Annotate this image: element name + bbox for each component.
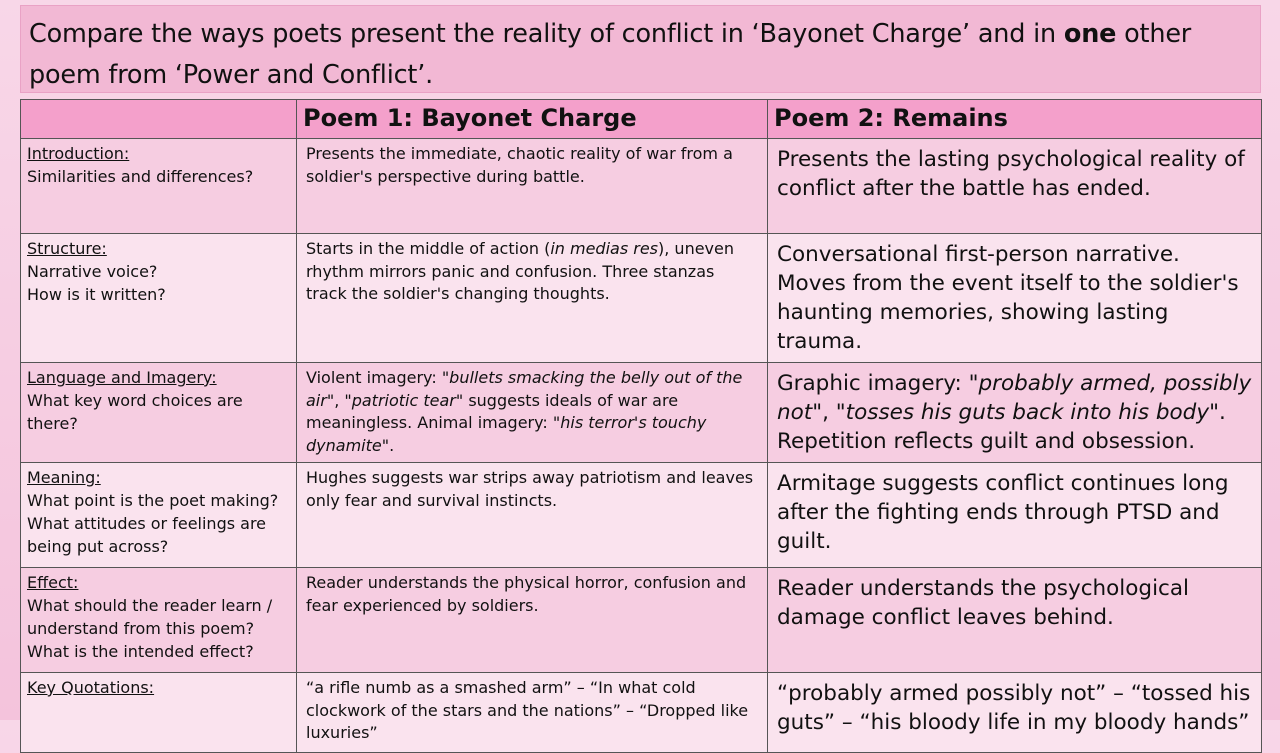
poem-2-cell: Armitage suggests conflict continues long after the fighting ends through PTSD and guilt.: [768, 463, 1262, 568]
row-question: What is the intended effect?: [27, 642, 254, 661]
row-label-meaning: [21, 463, 297, 568]
row-heading: Effect:: [27, 573, 79, 592]
row-heading: Meaning:: [27, 468, 101, 487]
row-label-language: [21, 363, 297, 463]
row-heading: Introduction:: [27, 144, 130, 163]
poem-2-cell: Conversational first-person narrative. Moves from the event itself to the soldier's haunting memories, showing lasting trauma.: [768, 234, 1262, 363]
quotation-italic: "bullets smacking the belly out of the air": [306, 368, 743, 410]
row-label-introduction: [21, 139, 297, 234]
cell-text: ". Repetition reflects guilt and obsession.: [777, 400, 1226, 454]
row-question: What key word choices are there?: [27, 391, 243, 433]
cell-text: Violent imagery:: [306, 368, 442, 387]
cell-text: Starts in the middle of action (: [306, 239, 551, 258]
quotation-italic: "his terror's touchy dynamite": [306, 413, 707, 455]
row-label-effect: [21, 568, 297, 673]
row-question: What point is the poet making?: [27, 491, 279, 510]
header-blank: [21, 100, 297, 139]
poem-2-cell: Presents the lasting psychological reality of conflict after the battle has ended.: [768, 139, 1262, 234]
row-label-key-quotations: [21, 673, 297, 753]
cell-text-italic: in medias res: [550, 239, 659, 258]
row-question: Narrative voice?: [27, 262, 158, 281]
cell-text: suggests ideals of war are meaningless. Animal imagery:: [306, 390, 679, 432]
table-header-row: [21, 100, 1262, 139]
quotation-italic: "patriotic tear": [344, 390, 464, 410]
row-question: What should the reader learn / understand from this poem?: [27, 596, 273, 638]
header-poem-1: Poem 1: Bayonet Charge: [297, 100, 768, 139]
question-text-end: other poem from ‘Power and Conflict’.: [29, 19, 1192, 90]
question-text-emphasis: one: [1063, 19, 1117, 49]
cell-text: ", ": [812, 400, 846, 425]
poem-2-cell: “probably armed possibly not” – “tossed his guts” – “his bloody life in my bloody hands”: [768, 673, 1262, 753]
row-question: How is it written?: [27, 285, 166, 304]
table-row-meaning: [21, 463, 1262, 568]
poem-1-cell: “a rifle numb as a smashed arm” – “In what cold clockwork of the stars and the nations” – “Dropped like luxuries”: [297, 673, 768, 753]
cell-text: ), uneven rhythm mirrors panic and confusion. Three stanzas track the soldier's changing thoughts.: [306, 239, 735, 303]
table-row-effect: [21, 568, 1262, 673]
table-row-key-quotations: [21, 673, 1262, 753]
cell-text: .: [389, 435, 395, 455]
cell-text: Graphic imagery: ": [777, 371, 979, 396]
table-row-language: [21, 363, 1262, 463]
quotation-italic: tosses his guts back into his body: [845, 400, 1210, 425]
poem-1-cell: Hughes suggests war strips away patriotism and leaves only fear and survival instincts.: [297, 463, 768, 568]
poem-2-cell: [768, 363, 1262, 463]
header-poem-2: Poem 2: Remains: [768, 100, 1262, 139]
table-row-introduction: [21, 139, 1262, 234]
question-text-start: Compare the ways poets present the reality of conflict in ‘Bayonet Charge’ and in: [29, 19, 1064, 49]
poem-2-cell: Reader understands the psychological damage conflict leaves behind.: [768, 568, 1262, 673]
row-label-structure: [21, 234, 297, 363]
row-heading: Structure:: [27, 239, 107, 258]
row-question: What attitudes or feelings are being put across?: [27, 514, 267, 556]
comparison-table: [20, 99, 1262, 753]
table-row-structure: [21, 234, 1262, 363]
poem-1-cell: [297, 234, 768, 363]
quotation-italic: probably armed, possibly not: [777, 371, 1252, 425]
row-heading: Language and Imagery:: [27, 368, 217, 387]
poem-1-cell: Presents the immediate, chaotic reality of war from a soldier's perspective during battle.: [297, 139, 768, 234]
row-heading: Key Quotations:: [27, 678, 155, 697]
row-question: Similarities and differences?: [27, 167, 254, 186]
poem-1-cell: Reader understands the physical horror, confusion and fear experienced by soldiers.: [297, 568, 768, 673]
poem-1-cell: [297, 363, 768, 463]
cell-text: ,: [334, 390, 345, 410]
essay-question: [20, 5, 1261, 93]
